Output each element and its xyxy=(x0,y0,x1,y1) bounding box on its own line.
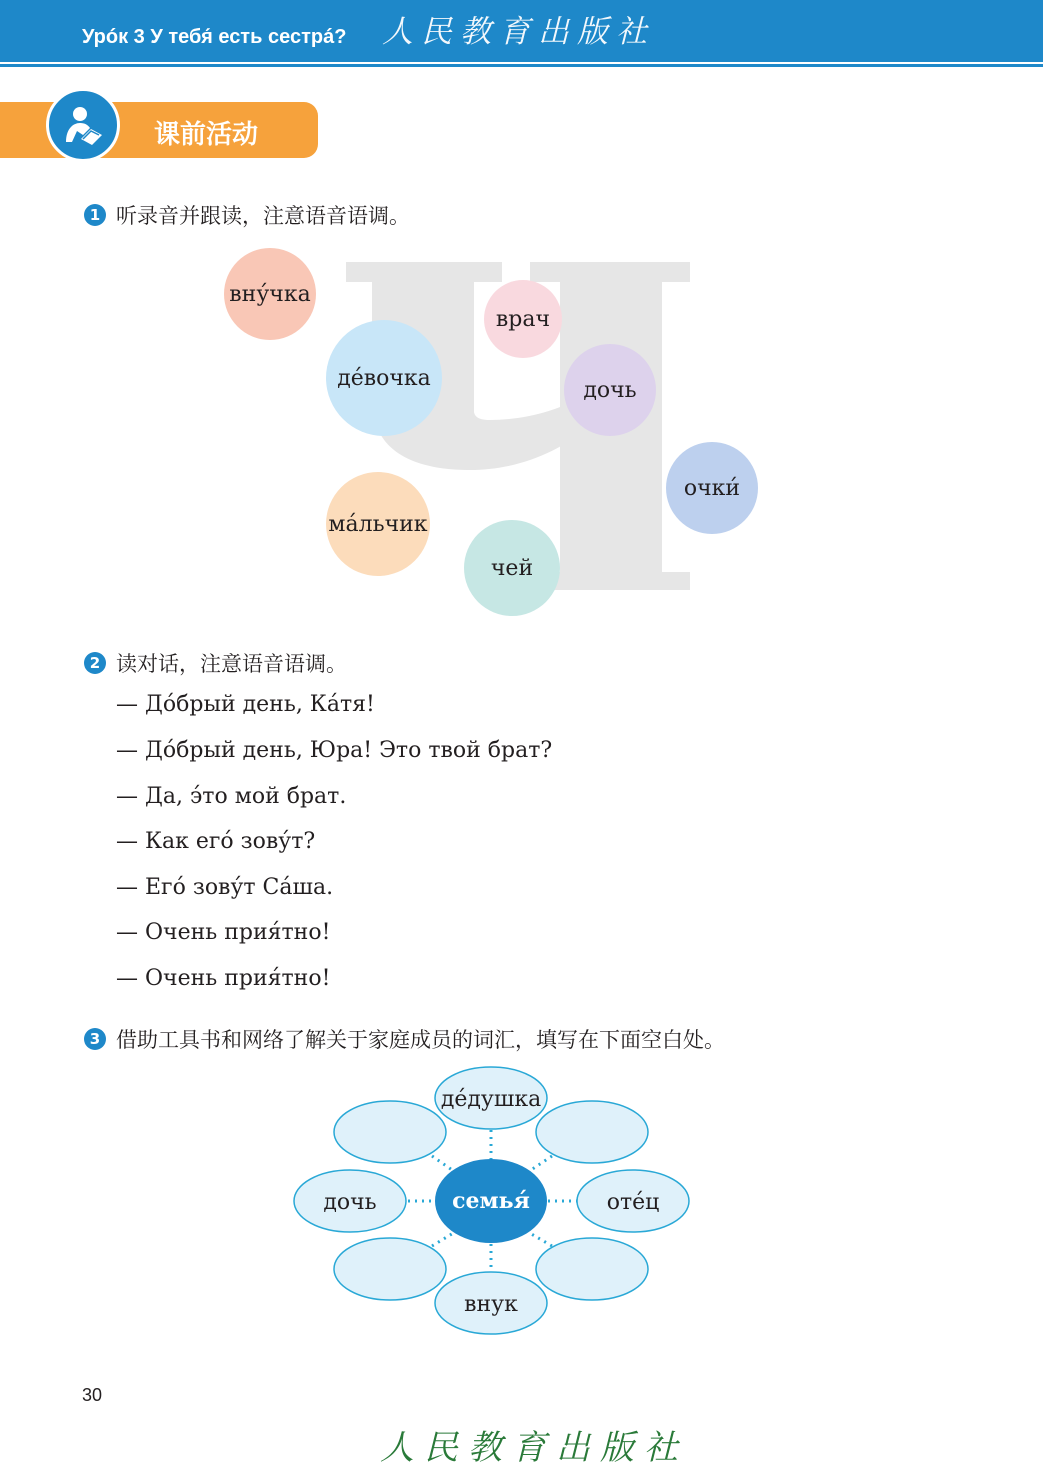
task-3 xyxy=(84,1024,725,1054)
bubble-chey: чей xyxy=(464,520,560,616)
section-title: 课前活动 xyxy=(154,120,259,150)
mindmap-node-top-left-blank[interactable] xyxy=(334,1101,446,1163)
dialogue-line: — До́брый день, Юра! Это твой брат? xyxy=(116,738,553,763)
mindmap-node-bottom-right-blank[interactable] xyxy=(536,1238,648,1300)
mindmap-right-label: оте́ц xyxy=(606,1190,660,1215)
dialogue-line: — До́брый день, Ка́тя! xyxy=(116,692,375,717)
mindmap-top-label: де́душка xyxy=(440,1087,542,1112)
task-number: 2 xyxy=(84,652,106,674)
dialogue-line: — Очень прия́тно! xyxy=(116,920,331,945)
family-mindmap xyxy=(0,1060,1043,1360)
task-2 xyxy=(84,648,347,678)
mindmap-bottom-label: внук xyxy=(464,1292,518,1317)
page-number: 30 xyxy=(82,1385,103,1405)
task-instruction: 读对话，注意语音语调。 xyxy=(116,652,347,676)
mindmap-node-bottom-left-blank[interactable] xyxy=(334,1238,446,1300)
mindmap-node-top-right-blank[interactable] xyxy=(536,1101,648,1163)
task-instruction: 借助工具书和网络了解关于家庭成员的词汇，填写在下面空白处。 xyxy=(116,1028,725,1052)
footer-publisher-logo: 人民教育出版社 xyxy=(380,1428,688,1468)
bubble-devochka: де́вочка xyxy=(326,320,442,436)
task-instruction: 听录音并跟读，注意语音语调。 xyxy=(116,204,410,228)
dialogue-line: — Как его́ зову́т? xyxy=(116,829,316,854)
task-number: 3 xyxy=(84,1028,106,1050)
lesson-title: Урóк 3 У тебя́ есть сестрá? xyxy=(82,26,347,48)
dialogue-line: — Да, э́то мой брат. xyxy=(116,784,347,809)
mindmap-center-label: семья́ xyxy=(452,1188,530,1214)
dialogue-line: — Его́ зову́т Са́ша. xyxy=(116,875,334,900)
bubble-malchik: ма́льчик xyxy=(326,472,430,576)
bubble-doch: дочь xyxy=(564,344,656,436)
bubble-vrach: врач xyxy=(484,280,562,358)
phonetics-bubbles xyxy=(0,0,1043,640)
mindmap-left-label: дочь xyxy=(323,1190,377,1215)
publisher-logo: 人民教育出版社 xyxy=(382,14,655,50)
bubble-ochki: очки́ xyxy=(666,442,758,534)
task-number: 1 xyxy=(84,204,106,226)
bubble-vnuchka: вну́чка xyxy=(224,248,316,340)
dialogue-line: — Очень прия́тно! xyxy=(116,966,331,991)
